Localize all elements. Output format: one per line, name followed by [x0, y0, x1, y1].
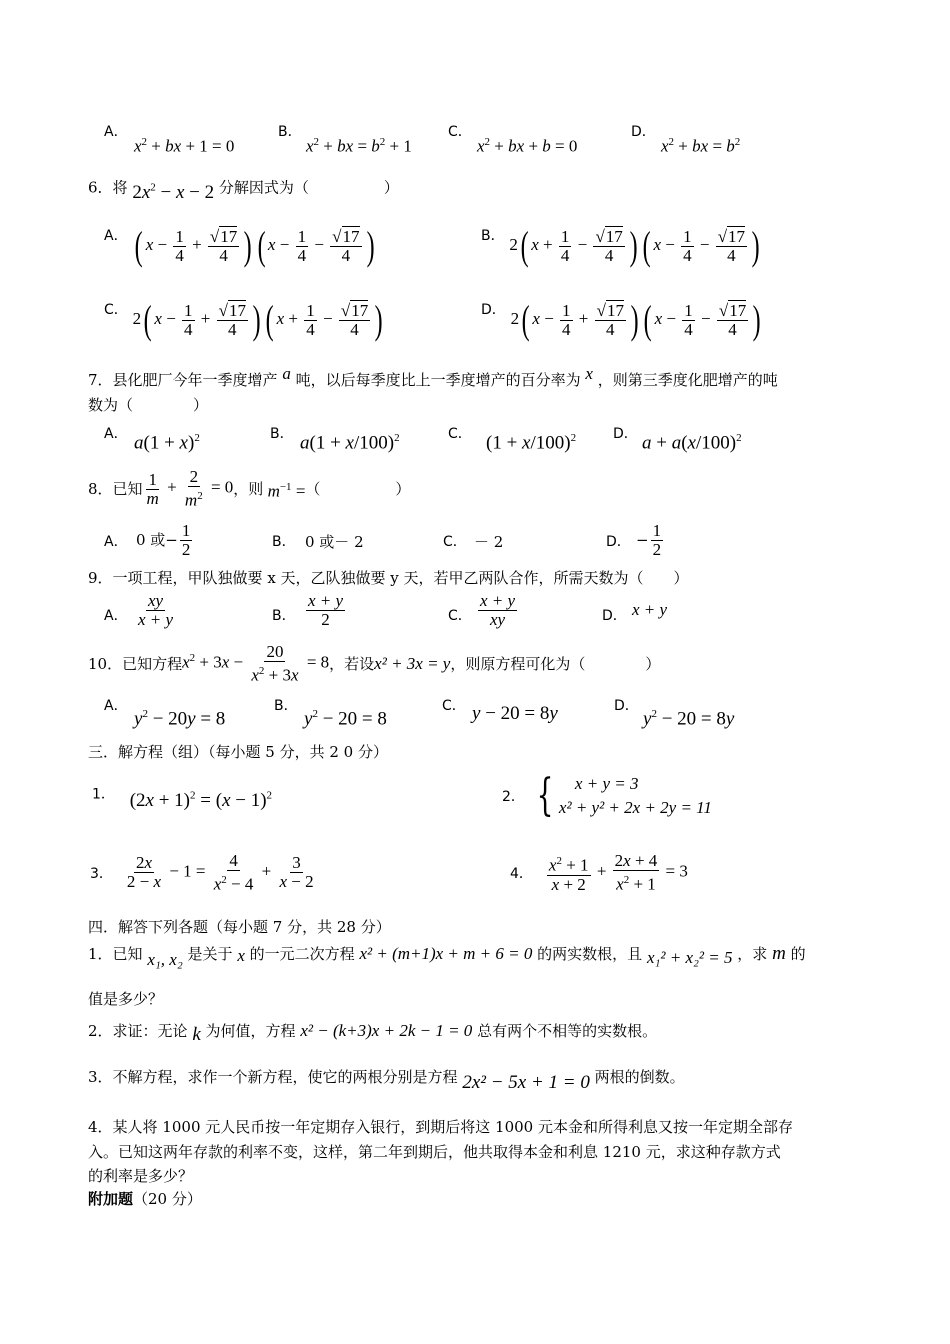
q9-option-b-label: B．: [272, 608, 296, 624]
q10-option-d-label: D．: [614, 698, 639, 714]
q5-option-d-label: D．: [631, 124, 656, 140]
s3-item2-label: 2．: [502, 789, 525, 805]
q8-option-d-label: D．: [606, 534, 631, 550]
q5-option-a-label: A．: [104, 124, 128, 140]
q6-option-b-expr: 2( x + $\frac{1}{4}$ − $\frac{√17}{4}$ ) ( x − $\frac{1}{4}$ − $\frac{√17}{4}$ ): [509, 223, 760, 268]
s4-p1-t1: 1．已知: [88, 945, 143, 963]
q9-option-b-num: x + y: [308, 591, 344, 610]
q10-option-d-expr: $y^2 - 20 = 8y$: [643, 708, 735, 730]
s4-p2: [88, 1021, 658, 1045]
q10-equation: $x^2 + 3x$ − $\frac{20}{x^2 + 3x}$ = 8: [182, 642, 330, 685]
q10-substitution: x² + 3x = y: [374, 654, 451, 673]
q6-option-b: [481, 223, 762, 268]
q6-option-d-label: D．: [481, 301, 506, 318]
q10-stem: [88, 642, 660, 686]
q7-option-d-label: D．: [613, 426, 638, 442]
s3-item3-expr: $\frac{2x}{2 - x}$ − 1 = $\frac{4}{x^2 - 4}$ + $\frac{3}{x - 2}$: [126, 851, 314, 894]
q6-option-b-label: B．: [481, 227, 505, 244]
q6-option-a-label: A．: [104, 227, 128, 244]
s4-p3: [88, 1067, 685, 1093]
q9-option-b-den: 2: [321, 610, 330, 629]
q6-option-d: [481, 297, 764, 342]
s4-p1-roots: x₁, x₂: [147, 950, 183, 969]
q8-suffix: ，则: [233, 480, 264, 498]
q7-options: [0, 424, 950, 454]
q9-options: [0, 592, 950, 636]
q8-option-c-text: － 2: [474, 533, 504, 551]
q5-option-d-expr: $x^2$ + bx = $b^2$: [661, 136, 741, 156]
s3-item4-tail: = 3: [665, 861, 688, 881]
q5-option-a-expr: $x^2$ + bx + 1 = 0: [134, 136, 235, 156]
q8-option-c-label: C．: [443, 534, 467, 550]
s3-item4-label: 4．: [510, 865, 533, 882]
s4-p4-line1: 4．某人将 1000 元人民币按一年定期存入银行，到期后将这 1000 元本金和所得利息又按一年定期全部存: [88, 1118, 793, 1136]
q5-option-c-label: C．: [448, 124, 472, 140]
section4-heading: 四．解答下列各题（每小题 7 分，共 28 分）: [88, 918, 391, 936]
s3-item4: [510, 852, 688, 894]
q9-option-d-label: D．: [602, 608, 627, 624]
s3-item3: [90, 852, 318, 894]
q10-mid: ，若设: [329, 655, 375, 673]
s4-p4-line2: 入。已知这两年存款的利率不变，这样，第二年到期后，他共取得本金和利息 1210 元，求这种存款方式: [88, 1143, 781, 1161]
q10-option-c-expr: y − 20 = 8y: [472, 703, 558, 724]
q7-option-a-expr: $a(1 + x)^2$: [134, 432, 200, 454]
q8-ask: $m^{-1}$ =: [267, 480, 306, 501]
s4-p4-line3: 的利率是多少？: [88, 1167, 194, 1185]
s4-p2-t1: 2．求证：无论: [88, 1022, 188, 1040]
q8-option-b-label: B．: [272, 534, 296, 550]
q5-option-b-label: B．: [278, 124, 302, 140]
q8-paren: （ ）: [305, 480, 411, 498]
q9-option-c-expr: [476, 592, 519, 629]
q6-suffix: 分解因式为（ ）: [218, 178, 399, 197]
s4-p1-t6: 的: [790, 945, 806, 963]
s4-p1-line1: [88, 943, 806, 969]
q6-expr: $2x^2 - x - 2$: [132, 182, 215, 204]
q7-option-b-expr: $a(1 + x/100)^2$: [300, 432, 400, 454]
q9-stem: 9．一项工程，甲队独做要 x 天，乙队独做要 y 天，若甲乙两队合作，所需天数为（ ）: [88, 569, 689, 587]
extra-score: （20 分）: [133, 1190, 202, 1208]
q9-option-c-label: C．: [448, 608, 472, 624]
q6-option-a-expr: ( x − $\frac{1}{4}$ + $\frac{√17}{4}$ ) ( x − $\frac{1}{4}$ − $\frac{√17}{4}$ ): [135, 223, 375, 268]
s4-p1-condition: x₁² + x₂² = 5: [646, 948, 733, 967]
q6-option-a: [104, 223, 377, 268]
q7-stem-line2: 数为（ ）: [88, 396, 209, 414]
q7-option-a-label: A．: [104, 426, 128, 442]
q5-option-c-expr: $x^2$ + bx + b = 0: [477, 136, 578, 156]
s4-p1-t2: 是关于: [187, 945, 233, 963]
q8-prefix: 8．已知: [88, 480, 143, 498]
q6-prefix: 6．将: [88, 178, 128, 197]
q8-option-a-label: A．: [104, 534, 128, 550]
s4-p1-t5: ，求: [737, 945, 768, 963]
q8-option-a: 0 或− $\frac{1}{2}$: [136, 520, 191, 559]
q8-options: [0, 516, 950, 564]
q9-option-a-den: x + y: [138, 610, 174, 629]
q10-option-a-label: A．: [104, 698, 128, 714]
q10-prefix: 10．已知方程: [88, 655, 183, 673]
q5-option-b-expr: $x^2$ + bx = $b^2 + 1$: [306, 136, 412, 156]
s4-p1-var: x: [237, 946, 245, 965]
s4-p3-equation: 2x² − 5x + 1 = 0: [462, 1072, 590, 1093]
q7-option-c-label: C．: [448, 426, 472, 442]
q10-option-b-expr: $y^2 - 20 = 8$: [304, 708, 387, 730]
q9-option-a-label: A．: [104, 608, 128, 624]
s3-item4-expr: $\frac{x^2 + 1}{x + 2}$ + $\frac{2x + 4}{x^2 + 1}$ = 3: [548, 851, 688, 894]
s3-item2-system: [559, 772, 712, 820]
s4-p1-t3: 的一元二次方程: [249, 945, 355, 963]
s4-p2-t2: 为何值，方程: [205, 1022, 296, 1040]
q5-options: [0, 122, 950, 158]
q10-option-b-label: B．: [274, 698, 298, 714]
s3-item2: 2． { x + y = 3 x² + y² + 2x + 2y = 11: [502, 770, 712, 821]
s3-item2-eq2: x² + y² + 2x + 2y = 11: [558, 798, 712, 817]
q9-option-b-expr: [304, 592, 347, 629]
q8-option-d-text: −: [636, 531, 649, 549]
q10-option-c-label: C．: [442, 698, 466, 714]
section3-heading: 三．解方程（组）（每小题 5 分，共 2 0 分）: [88, 743, 388, 761]
q6-option-c-label: C．: [104, 301, 128, 318]
q9-option-a-expr: [134, 592, 177, 629]
s3-item2-eq1: x + y = 3: [574, 774, 639, 793]
q6-option-c: [104, 297, 386, 342]
s4-p2-equation: x² − (k+3)x + 2k − 1 = 0: [300, 1021, 473, 1040]
extra-heading: [88, 1189, 202, 1209]
q6-option-c-expr: 2( x − $\frac{1}{4}$ + $\frac{√17}{4}$ ) ( x + $\frac{1}{4}$ − $\frac{√17}{4}$ ): [132, 297, 383, 342]
q10-option-a-expr: $y^2 - 20y = 8$: [134, 708, 226, 730]
s3-item1: [92, 782, 273, 812]
s4-p2-t3: 总有两个不相等的实数根。: [477, 1022, 658, 1040]
q7-text3: ，则第三季度化肥增产的吨: [597, 371, 778, 389]
q7-option-b-label: B．: [270, 426, 294, 442]
q9-option-a-num: xy: [147, 591, 164, 610]
q8-equation: $\frac{1}{m}$ + $\frac{2}{m^2}$ = 0: [146, 467, 234, 510]
q8-option-d: − $\frac{1}{2}$: [636, 520, 662, 559]
q7-var-a: a: [282, 364, 291, 383]
q7-option-c-expr: $(1 + x/100)^2$: [486, 432, 577, 454]
q7-text1: 7．县化肥厂今年一季度增产: [88, 371, 278, 389]
q7-stem-line1: [88, 364, 778, 390]
s4-p3-t1: 3．不解方程，求作一个新方程，使它的两根分别是方程: [88, 1068, 458, 1086]
s3-item3-label: 3．: [90, 865, 113, 882]
s3-item1-expr: $(2x + 1)^2 = (x - 1)^2$: [129, 790, 273, 812]
q9-option-d-expr: x + y: [632, 600, 668, 619]
s4-p1-line2: 值是多少？: [88, 990, 164, 1008]
q8-option-a-text: 0 或−: [136, 531, 178, 549]
q10-suffix: ，则原方程可化为（ ）: [450, 655, 661, 673]
q9-option-c-den: xy: [489, 610, 506, 629]
q7-text2: 吨，以后每季度比上一季度增产的百分率为: [295, 371, 581, 389]
q7-var-x: x: [585, 364, 593, 383]
q6-option-d-expr: 2( x − $\frac{1}{4}$ + $\frac{√17}{4}$ ) ( x − $\frac{1}{4}$ − $\frac{√17}{4}$ ): [510, 297, 761, 342]
extra-title: 附加题: [88, 1190, 134, 1208]
q8-option-b-text: 0 或－ 2: [305, 533, 364, 551]
q6-stem: [88, 172, 399, 204]
s4-p2-k: k: [192, 1024, 201, 1045]
s4-p1-m: m: [772, 943, 786, 964]
q7-option-d-expr: $a + a(x/100)^2$: [642, 432, 742, 454]
s4-p3-t2: 两根的倒数。: [594, 1068, 685, 1086]
q8-stem: [88, 467, 410, 511]
s3-item1-label: 1．: [92, 786, 115, 803]
s4-p1-t4: 的两实数根，且: [537, 945, 643, 963]
s4-p1-equation: x² + (m+1)x + m + 6 = 0: [359, 944, 533, 963]
q10-options: [0, 696, 950, 730]
q9-option-c-num: x + y: [480, 591, 516, 610]
